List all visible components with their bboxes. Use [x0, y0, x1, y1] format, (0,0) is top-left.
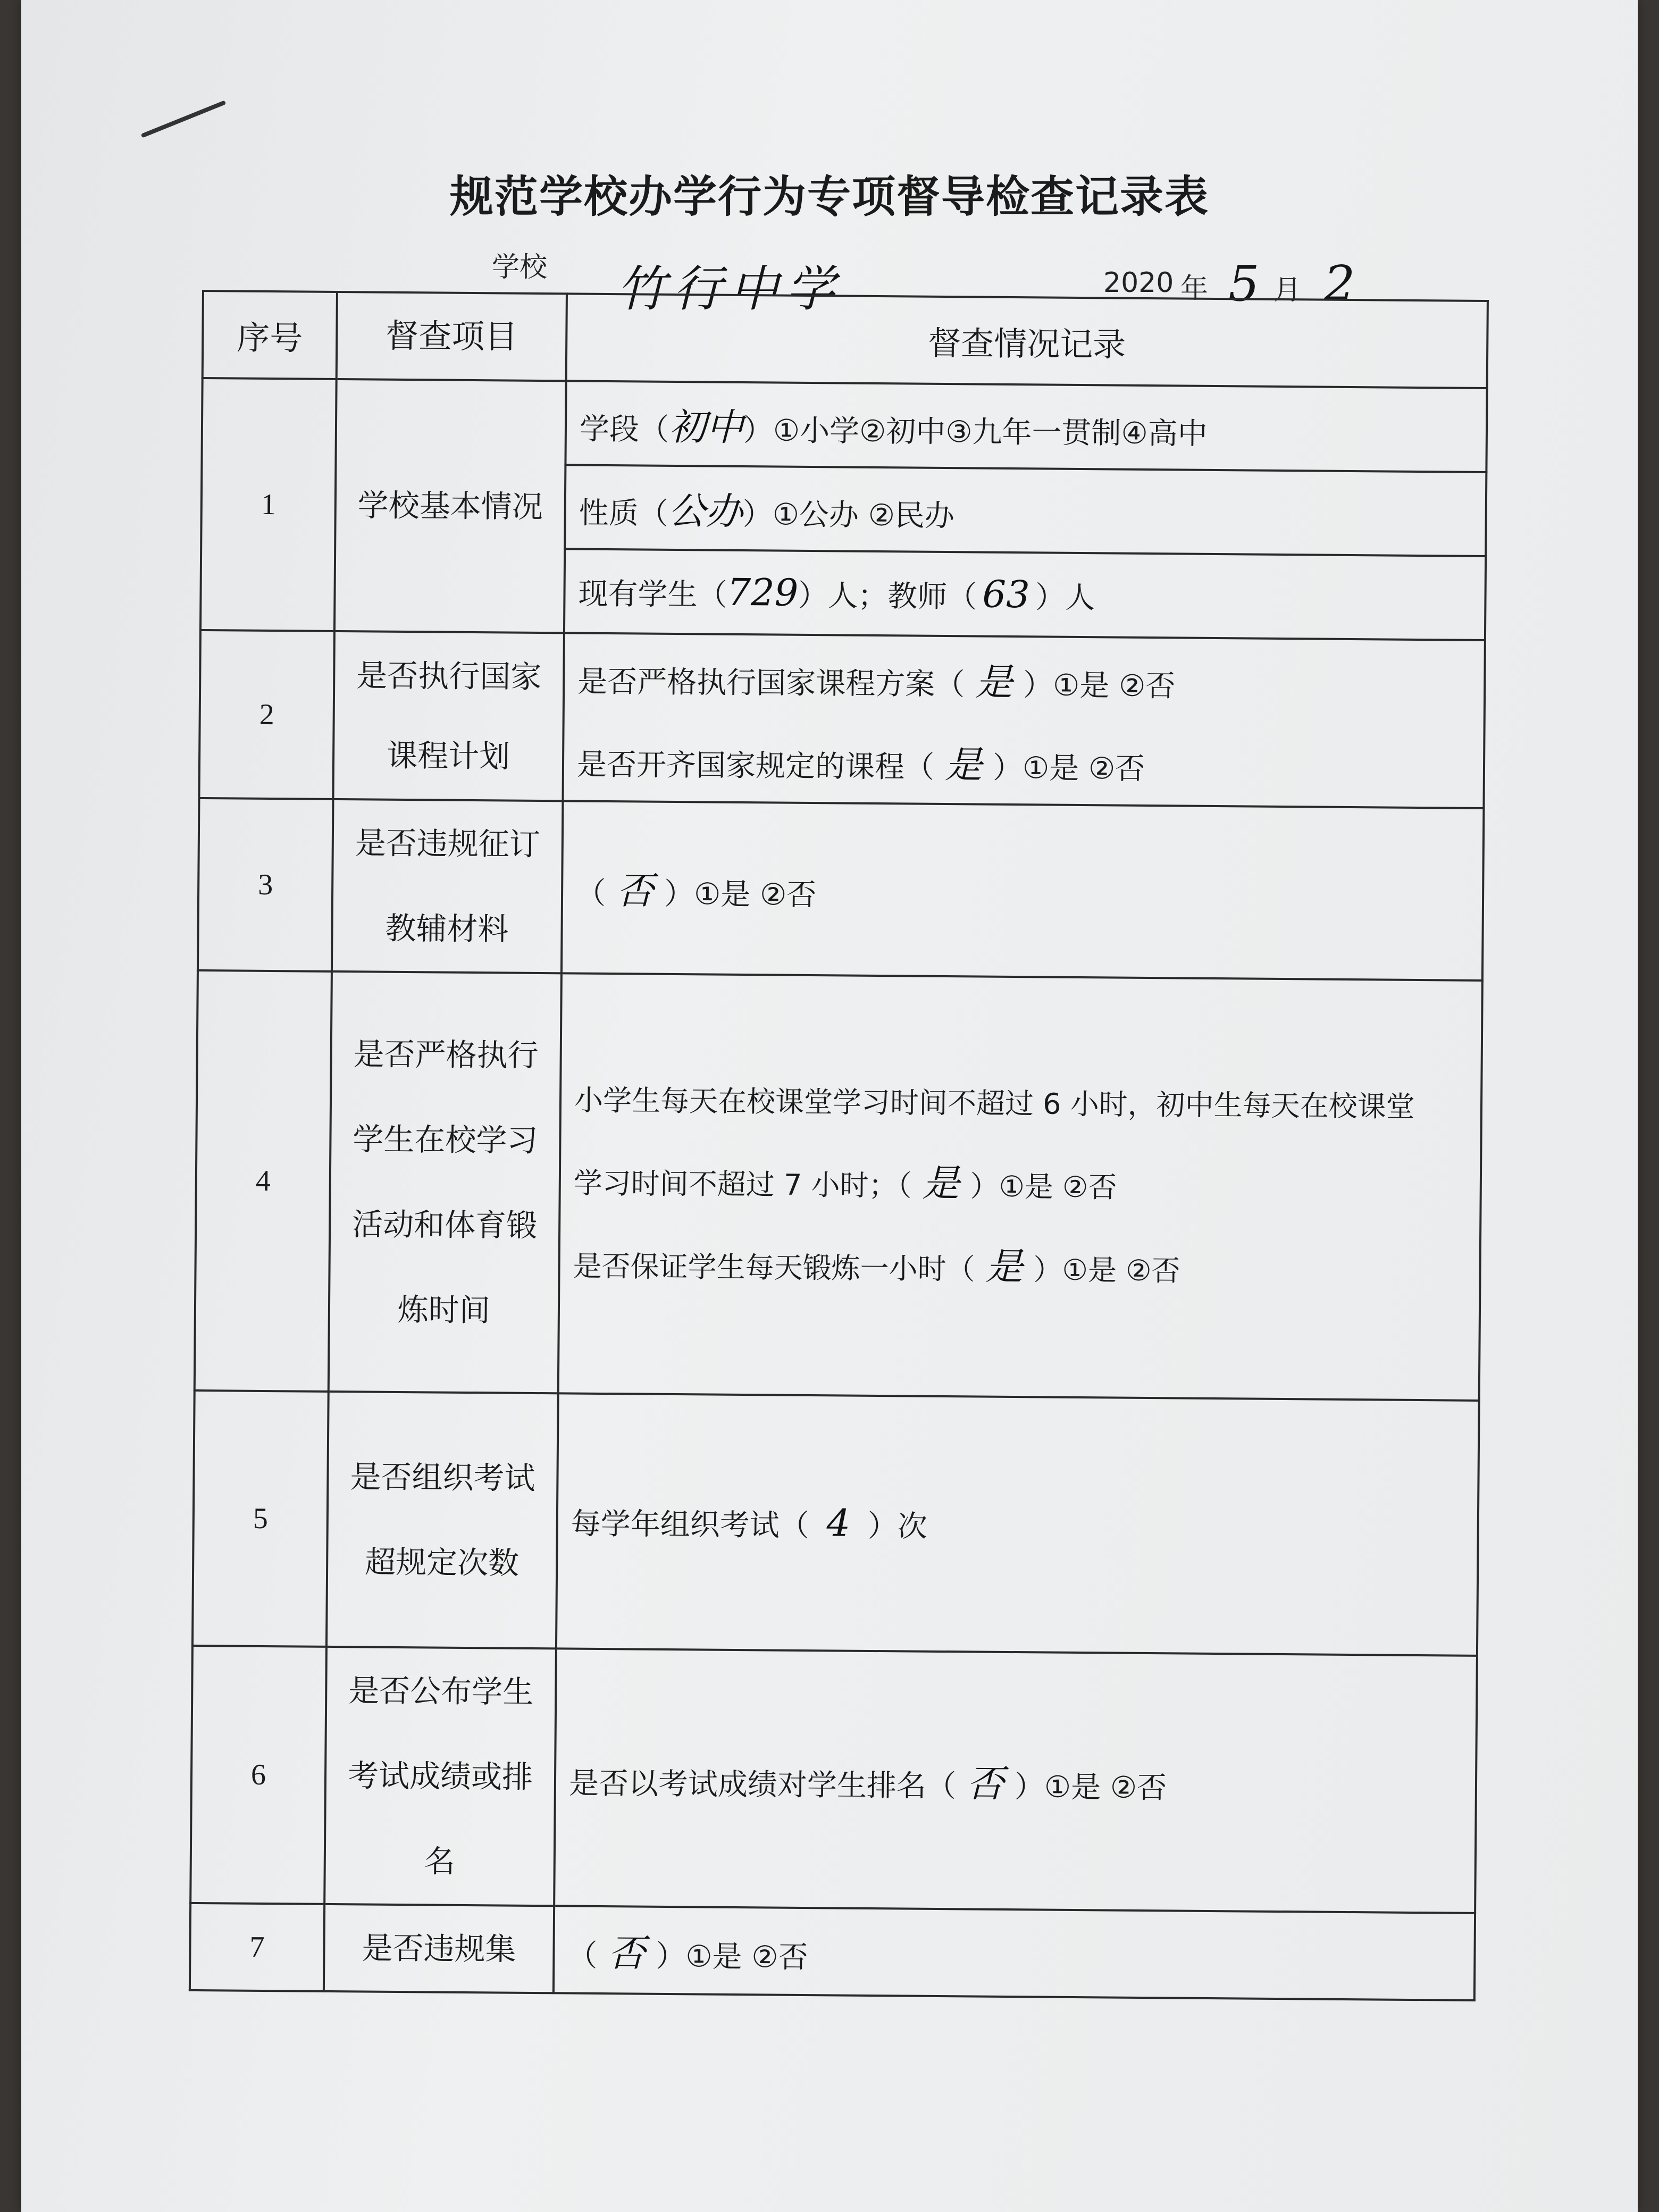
table-row — [202, 378, 1487, 472]
row7-collect-cell — [554, 1906, 1475, 2000]
row2-plan-handwritten: 是 — [975, 659, 1013, 704]
row2-plan-cell — [564, 633, 1485, 724]
row1-count-cell — [564, 549, 1486, 640]
row1-stage-options: ）①小学②初中③九年一贯制④高中 — [743, 413, 1208, 451]
row2-item: 是否执行国家课程计划 — [333, 631, 564, 801]
date-month-handwritten: 5 — [1228, 255, 1260, 312]
row1-teachers-handwritten: 63 — [982, 572, 1030, 617]
row7-collect-handwritten: 否 — [608, 1931, 646, 1975]
row5-seq: 5 — [192, 1390, 329, 1647]
row3-materials-options: ）①是 ②否 — [664, 876, 817, 912]
row7-collect-options: ）①是 ②否 — [656, 1939, 808, 1975]
row1-teachers-label: ）人；教师（ — [798, 578, 977, 615]
table-row — [200, 630, 1485, 724]
row7-item: 是否违规集 — [324, 1904, 554, 1993]
row1-nature-cell — [565, 465, 1486, 556]
row6-ranking-cell — [554, 1648, 1477, 1913]
row1-stage-label: 学段（ — [579, 412, 669, 447]
row2-plan-options: ）①是 ②否 — [1023, 667, 1176, 703]
row7-open-paren: （ — [567, 1938, 598, 1973]
row5-item: 是否组织考试超规定次数 — [326, 1392, 558, 1648]
row3-materials-handwritten: 否 — [616, 868, 654, 913]
row4-class-time-handwritten: 是 — [922, 1161, 960, 1205]
row4-time-cell — [558, 973, 1482, 1401]
pen-stroke-mark — [141, 100, 227, 138]
header-seq: 序号 — [203, 291, 337, 379]
table-row — [190, 1903, 1475, 2000]
row1-students-label: 现有学生（ — [578, 576, 727, 613]
row1-seq: 1 — [200, 378, 337, 631]
inspection-table — [189, 290, 1489, 2001]
row3-materials-cell — [562, 801, 1484, 981]
row4-exercise-options: ）①是 ②否 — [1033, 1253, 1180, 1288]
row1-item: 学校基本情况 — [334, 379, 566, 633]
form-title: 规范学校办学行为专项督导检查记录表 — [449, 172, 1209, 222]
school-name-handwritten: 竹行中学 — [617, 261, 843, 317]
school-label: 学校 — [492, 252, 548, 283]
row5-exams-label: 每学年组织考试（ — [571, 1506, 810, 1544]
row1-nature-label: 性质（ — [579, 496, 668, 531]
row4-item: 是否严格执行学生在校学习活动和体育锻炼时间 — [329, 971, 562, 1393]
row4-rule-text: 小学生每天在校课堂学习时间不超过 6 小时，初中生每天在校课堂 — [574, 1083, 1415, 1124]
header-item: 督查项目 — [337, 292, 567, 381]
row3-item: 是否违规征订教辅材料 — [332, 799, 563, 973]
row1-students-handwritten: 729 — [727, 570, 799, 615]
row4-exercise-label: 是否保证学生每天锻炼一小时（ — [573, 1249, 975, 1286]
row1-nature-options: ）①公办 ②民办 — [742, 497, 955, 533]
row2-courses-handwritten: 是 — [944, 742, 983, 787]
row1-nature-handwritten: 公办 — [668, 489, 743, 533]
table-row — [192, 1390, 1479, 1656]
row1-stage-cell — [565, 381, 1487, 472]
header-record: 督查情况记录 — [566, 294, 1488, 388]
table-row — [198, 798, 1484, 981]
row4-exercise-handwritten: 是 — [985, 1244, 1023, 1289]
table-row — [190, 1646, 1477, 1913]
row5-exams-unit: ）次 — [867, 1509, 928, 1544]
table-header-row — [203, 291, 1488, 388]
date-month-label: 月 — [1273, 274, 1302, 306]
row3-seq: 3 — [198, 798, 333, 971]
row7-seq: 7 — [190, 1903, 324, 1991]
row2-courses-label: 是否开齐国家规定的课程（ — [576, 747, 935, 785]
row6-seq: 6 — [190, 1646, 326, 1904]
row4-class-time-options: ）①是 ②否 — [970, 1169, 1117, 1204]
row2-plan-label: 是否严格执行国家课程方案（ — [577, 664, 965, 702]
row6-ranking-label: 是否以考试成绩对学生排名（ — [568, 1766, 957, 1804]
row2-seq: 2 — [199, 630, 334, 799]
date-year: 2020 — [1103, 267, 1174, 299]
date-year-label: 年 — [1180, 273, 1209, 305]
row2-courses-cell — [563, 717, 1484, 808]
row1-teachers-unit: ）人 — [1035, 580, 1095, 616]
row1-stage-handwritten: 初中 — [668, 405, 744, 449]
row5-exams-handwritten: 4 — [826, 1501, 851, 1545]
row5-exams-cell — [556, 1393, 1479, 1656]
row4-class-time-label: 学习时间不超过 7 小时；（ — [573, 1166, 912, 1203]
row2-courses-options: ）①是 ②否 — [992, 750, 1145, 786]
row6-ranking-options: ）①是 ②否 — [1014, 1769, 1167, 1805]
row4-seq: 4 — [195, 970, 332, 1392]
row6-item: 是否公布学生考试成绩或排名 — [324, 1647, 556, 1906]
table-row — [195, 970, 1482, 1401]
row6-ranking-handwritten: 否 — [966, 1761, 1004, 1806]
date-day-handwritten: 2 — [1324, 255, 1355, 312]
row3-open-paren: （ — [575, 876, 606, 911]
